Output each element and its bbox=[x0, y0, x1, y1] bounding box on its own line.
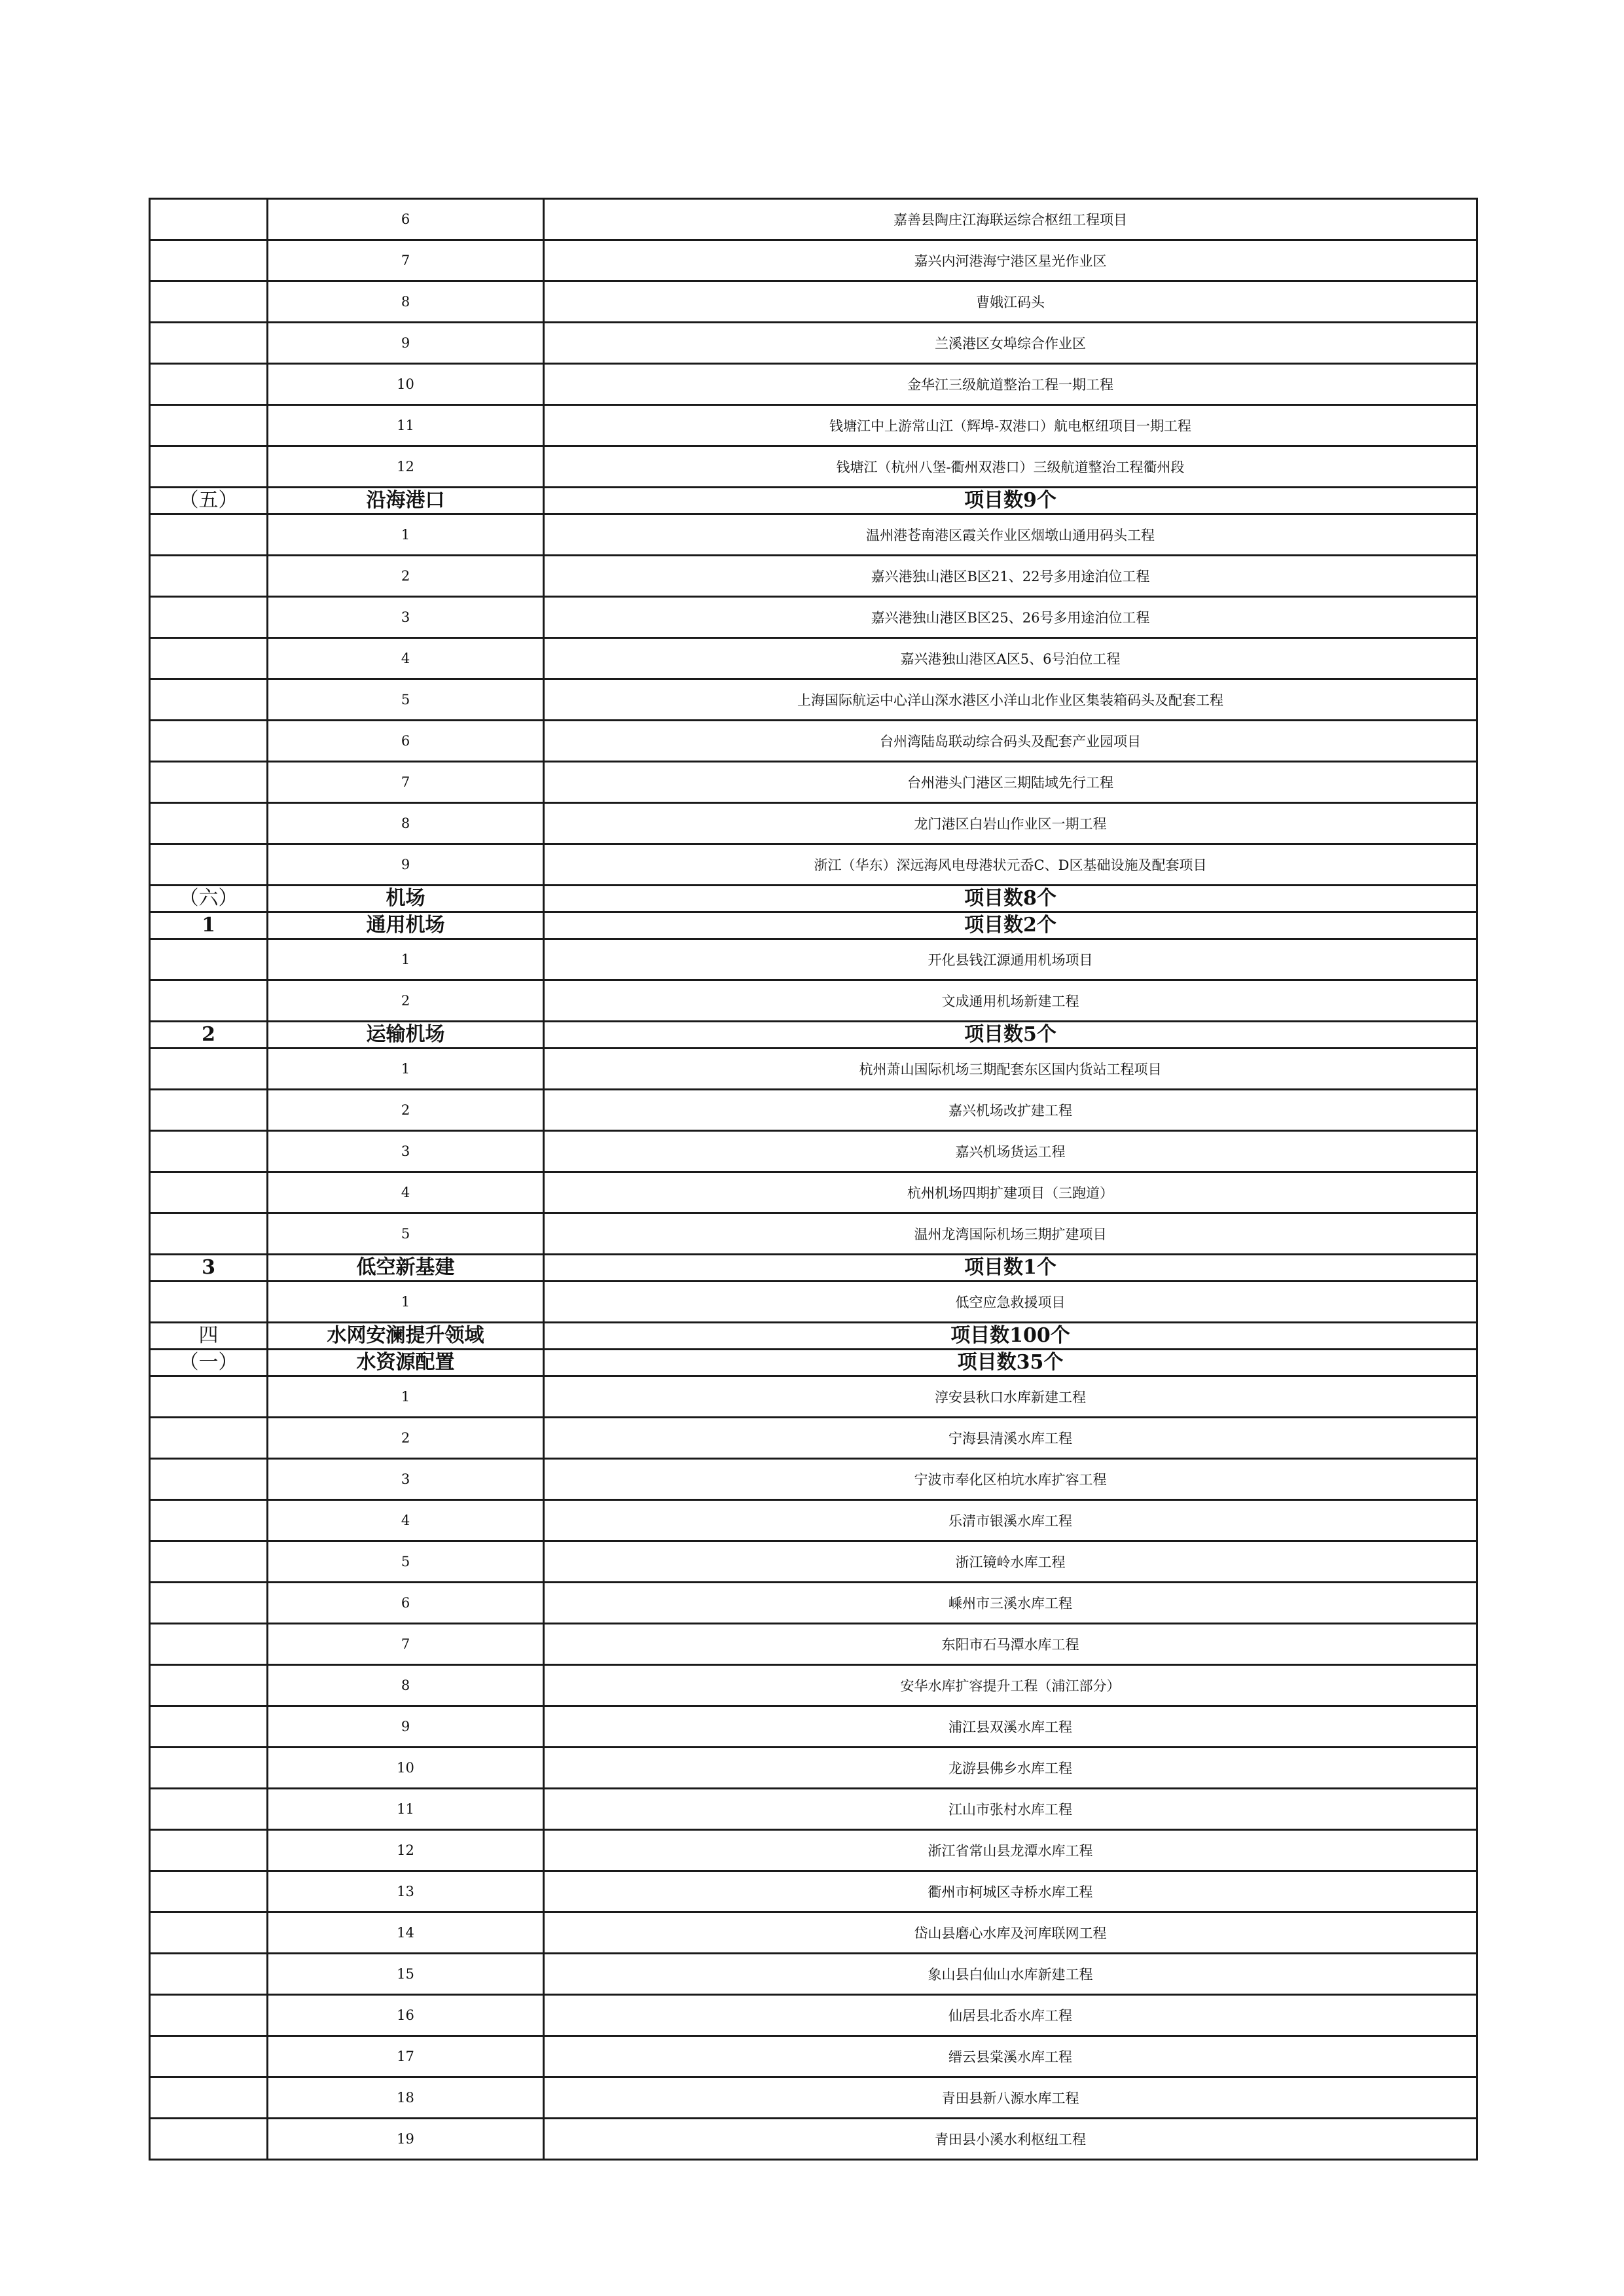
item-number: 1 bbox=[268, 1049, 544, 1090]
project-name: 象山县白仙山水库新建工程 bbox=[544, 1954, 1477, 1995]
item-number: 7 bbox=[268, 1624, 544, 1665]
project-name: 淳安县秋口水库新建工程 bbox=[544, 1376, 1477, 1418]
table-row bbox=[150, 240, 1477, 281]
item-number: 5 bbox=[268, 1213, 544, 1255]
table-row bbox=[150, 1418, 1477, 1459]
category-cell bbox=[150, 1954, 268, 1995]
category-cell bbox=[150, 446, 268, 488]
project-name: 衢州市柯城区寺桥水库工程 bbox=[544, 1871, 1477, 1912]
item-number: 11 bbox=[268, 1789, 544, 1830]
section-code: 四 bbox=[150, 1323, 268, 1350]
table-row bbox=[150, 1954, 1477, 1995]
section-code: （五） bbox=[150, 488, 268, 514]
table-row bbox=[150, 199, 1477, 240]
item-number: 3 bbox=[268, 1459, 544, 1500]
section-code: 3 bbox=[150, 1255, 268, 1282]
table-row bbox=[150, 405, 1477, 446]
item-number: 1 bbox=[268, 939, 544, 980]
category-cell bbox=[150, 1665, 268, 1706]
project-name: 岱山县磨心水库及河库联网工程 bbox=[544, 1912, 1477, 1954]
table-row bbox=[150, 1213, 1477, 1255]
project-name: 浙江镜岭水库工程 bbox=[544, 1541, 1477, 1583]
section-title: 沿海港口 bbox=[268, 488, 544, 514]
category-cell bbox=[150, 240, 268, 281]
project-name: 台州港头门港区三期陆域先行工程 bbox=[544, 762, 1477, 803]
section-title: 水网安澜提升领域 bbox=[268, 1323, 544, 1350]
table-row bbox=[150, 679, 1477, 721]
project-name: 开化县钱江源通用机场项目 bbox=[544, 939, 1477, 980]
table-row bbox=[150, 1995, 1477, 2036]
category-cell bbox=[150, 1213, 268, 1255]
table-body bbox=[150, 199, 1477, 2160]
item-number: 17 bbox=[268, 2036, 544, 2077]
category-cell bbox=[150, 2077, 268, 2119]
table-row bbox=[150, 1282, 1477, 1323]
item-number: 8 bbox=[268, 803, 544, 844]
category-cell bbox=[150, 939, 268, 980]
table-row bbox=[150, 281, 1477, 323]
project-name: 嘉兴港独山港区B区25、26号多用途泊位工程 bbox=[544, 597, 1477, 638]
category-cell bbox=[150, 1172, 268, 1213]
section-title: 低空新基建 bbox=[268, 1255, 544, 1282]
table-row bbox=[150, 1459, 1477, 1500]
project-name: 龙游县佛乡水库工程 bbox=[544, 1748, 1477, 1789]
category-cell bbox=[150, 597, 268, 638]
section-title: 运输机场 bbox=[268, 1022, 544, 1049]
project-name: 浙江（华东）深远海风电母港状元岙C、D区基础设施及配套项目 bbox=[544, 844, 1477, 886]
item-number: 2 bbox=[268, 980, 544, 1022]
table-row bbox=[150, 597, 1477, 638]
table-row bbox=[150, 1583, 1477, 1624]
table-row bbox=[150, 1090, 1477, 1131]
section-count: 项目数100个 bbox=[544, 1323, 1477, 1350]
item-number: 9 bbox=[268, 1706, 544, 1748]
project-name: 嘉兴内河港海宁港区星光作业区 bbox=[544, 240, 1477, 281]
section-count: 项目数35个 bbox=[544, 1350, 1477, 1376]
project-name: 钱塘江（杭州八堡-衢州双港口）三级航道整治工程衢州段 bbox=[544, 446, 1477, 488]
table-row bbox=[150, 939, 1477, 980]
table-row bbox=[150, 1172, 1477, 1213]
project-name: 浦江县双溪水库工程 bbox=[544, 1706, 1477, 1748]
table-row bbox=[150, 803, 1477, 844]
project-table-page bbox=[149, 198, 1476, 2161]
category-cell bbox=[150, 721, 268, 762]
category-cell bbox=[150, 1376, 268, 1418]
project-name: 缙云县棠溪水库工程 bbox=[544, 2036, 1477, 2077]
table-row bbox=[150, 1830, 1477, 1871]
category-cell bbox=[150, 364, 268, 405]
table-row bbox=[150, 980, 1477, 1022]
section-count: 项目数5个 bbox=[544, 1022, 1477, 1049]
category-cell bbox=[150, 1583, 268, 1624]
section-header-row bbox=[150, 1350, 1477, 1376]
table-row bbox=[150, 1376, 1477, 1418]
item-number: 4 bbox=[268, 638, 544, 679]
section-count: 项目数1个 bbox=[544, 1255, 1477, 1282]
item-number: 2 bbox=[268, 1418, 544, 1459]
table-row bbox=[150, 1871, 1477, 1912]
item-number: 4 bbox=[268, 1172, 544, 1213]
section-code: 1 bbox=[150, 912, 268, 939]
project-name: 宁海县清溪水库工程 bbox=[544, 1418, 1477, 1459]
table-row bbox=[150, 638, 1477, 679]
table-row bbox=[150, 1049, 1477, 1090]
category-cell bbox=[150, 1789, 268, 1830]
project-name: 龙门港区白岩山作业区一期工程 bbox=[544, 803, 1477, 844]
item-number: 4 bbox=[268, 1500, 544, 1541]
item-number: 2 bbox=[268, 556, 544, 597]
table-row bbox=[150, 762, 1477, 803]
item-number: 9 bbox=[268, 323, 544, 364]
item-number: 12 bbox=[268, 1830, 544, 1871]
category-cell bbox=[150, 1748, 268, 1789]
item-number: 15 bbox=[268, 1954, 544, 1995]
project-name: 嘉兴机场改扩建工程 bbox=[544, 1090, 1477, 1131]
project-name: 嘉兴港独山港区B区21、22号多用途泊位工程 bbox=[544, 556, 1477, 597]
item-number: 8 bbox=[268, 1665, 544, 1706]
section-count: 项目数2个 bbox=[544, 912, 1477, 939]
project-name: 金华江三级航道整治工程一期工程 bbox=[544, 364, 1477, 405]
section-header-row bbox=[150, 1323, 1477, 1350]
project-name: 浙江省常山县龙潭水库工程 bbox=[544, 1830, 1477, 1871]
item-number: 5 bbox=[268, 1541, 544, 1583]
category-cell bbox=[150, 844, 268, 886]
category-cell bbox=[150, 199, 268, 240]
item-number: 6 bbox=[268, 721, 544, 762]
table-row bbox=[150, 556, 1477, 597]
category-cell bbox=[150, 1282, 268, 1323]
table-row bbox=[150, 1624, 1477, 1665]
category-cell bbox=[150, 405, 268, 446]
item-number: 1 bbox=[268, 1282, 544, 1323]
section-title: 机场 bbox=[268, 886, 544, 912]
item-number: 3 bbox=[268, 597, 544, 638]
category-cell bbox=[150, 281, 268, 323]
project-name: 兰溪港区女埠综合作业区 bbox=[544, 323, 1477, 364]
category-cell bbox=[150, 980, 268, 1022]
table-row bbox=[150, 1912, 1477, 1954]
category-cell bbox=[150, 2036, 268, 2077]
category-cell bbox=[150, 1090, 268, 1131]
project-name: 宁波市奉化区柏坑水库扩容工程 bbox=[544, 1459, 1477, 1500]
category-cell bbox=[150, 556, 268, 597]
item-number: 1 bbox=[268, 1376, 544, 1418]
category-cell bbox=[150, 803, 268, 844]
project-name: 乐清市银溪水库工程 bbox=[544, 1500, 1477, 1541]
item-number: 14 bbox=[268, 1912, 544, 1954]
item-number: 1 bbox=[268, 514, 544, 556]
table-row bbox=[150, 514, 1477, 556]
item-number: 3 bbox=[268, 1131, 544, 1172]
section-title: 水资源配置 bbox=[268, 1350, 544, 1376]
section-code: （一） bbox=[150, 1350, 268, 1376]
project-name: 嘉善县陶庄江海联运综合枢纽工程项目 bbox=[544, 199, 1477, 240]
project-name: 青田县新八源水库工程 bbox=[544, 2077, 1477, 2119]
project-name: 杭州机场四期扩建项目（三跑道） bbox=[544, 1172, 1477, 1213]
category-cell bbox=[150, 1500, 268, 1541]
category-cell bbox=[150, 1131, 268, 1172]
category-cell bbox=[150, 1624, 268, 1665]
section-title: 通用机场 bbox=[268, 912, 544, 939]
project-name: 低空应急救援项目 bbox=[544, 1282, 1477, 1323]
table-row bbox=[150, 2036, 1477, 2077]
category-cell bbox=[150, 1912, 268, 1954]
item-number: 7 bbox=[268, 762, 544, 803]
project-name: 安华水库扩容提升工程（浦江部分） bbox=[544, 1665, 1477, 1706]
project-name: 上海国际航运中心洋山深水港区小洋山北作业区集装箱码头及配套工程 bbox=[544, 679, 1477, 721]
section-header-row bbox=[150, 1022, 1477, 1049]
section-code: 2 bbox=[150, 1022, 268, 1049]
item-number: 6 bbox=[268, 1583, 544, 1624]
table-row bbox=[150, 2119, 1477, 2160]
category-cell bbox=[150, 638, 268, 679]
project-name: 温州港苍南港区霞关作业区烟墩山通用码头工程 bbox=[544, 514, 1477, 556]
project-name: 嘉兴机场货运工程 bbox=[544, 1131, 1477, 1172]
project-name: 温州龙湾国际机场三期扩建项目 bbox=[544, 1213, 1477, 1255]
project-name: 曹娥江码头 bbox=[544, 281, 1477, 323]
project-name: 江山市张村水库工程 bbox=[544, 1789, 1477, 1830]
section-count: 项目数8个 bbox=[544, 886, 1477, 912]
project-name: 钱塘江中上游常山江（辉埠-双港口）航电枢纽项目一期工程 bbox=[544, 405, 1477, 446]
table-row bbox=[150, 1131, 1477, 1172]
project-name: 仙居县北岙水库工程 bbox=[544, 1995, 1477, 2036]
item-number: 11 bbox=[268, 405, 544, 446]
table-row bbox=[150, 2077, 1477, 2119]
project-name: 嵊州市三溪水库工程 bbox=[544, 1583, 1477, 1624]
table-row bbox=[150, 364, 1477, 405]
table-row bbox=[150, 1541, 1477, 1583]
table-row bbox=[150, 1748, 1477, 1789]
section-header-row bbox=[150, 488, 1477, 514]
item-number: 10 bbox=[268, 364, 544, 405]
project-name: 文成通用机场新建工程 bbox=[544, 980, 1477, 1022]
project-name: 杭州萧山国际机场三期配套东区国内货站工程项目 bbox=[544, 1049, 1477, 1090]
item-number: 8 bbox=[268, 281, 544, 323]
table-row bbox=[150, 721, 1477, 762]
project-table bbox=[149, 198, 1478, 2161]
item-number: 10 bbox=[268, 1748, 544, 1789]
section-header-row bbox=[150, 1255, 1477, 1282]
category-cell bbox=[150, 2119, 268, 2160]
item-number: 5 bbox=[268, 679, 544, 721]
table-row bbox=[150, 1500, 1477, 1541]
category-cell bbox=[150, 762, 268, 803]
category-cell bbox=[150, 679, 268, 721]
category-cell bbox=[150, 1706, 268, 1748]
table-row bbox=[150, 844, 1477, 886]
category-cell bbox=[150, 514, 268, 556]
item-number: 9 bbox=[268, 844, 544, 886]
item-number: 19 bbox=[268, 2119, 544, 2160]
section-header-row bbox=[150, 912, 1477, 939]
category-cell bbox=[150, 1871, 268, 1912]
item-number: 16 bbox=[268, 1995, 544, 2036]
category-cell bbox=[150, 1995, 268, 2036]
item-number: 7 bbox=[268, 240, 544, 281]
category-cell bbox=[150, 1541, 268, 1583]
item-number: 18 bbox=[268, 2077, 544, 2119]
category-cell bbox=[150, 1049, 268, 1090]
category-cell bbox=[150, 323, 268, 364]
table-row bbox=[150, 1789, 1477, 1830]
item-number: 6 bbox=[268, 199, 544, 240]
category-cell bbox=[150, 1418, 268, 1459]
category-cell bbox=[150, 1830, 268, 1871]
section-count: 项目数9个 bbox=[544, 488, 1477, 514]
project-name: 台州湾陆岛联动综合码头及配套产业园项目 bbox=[544, 721, 1477, 762]
table-row bbox=[150, 1706, 1477, 1748]
section-header-row bbox=[150, 886, 1477, 912]
project-name: 青田县小溪水利枢纽工程 bbox=[544, 2119, 1477, 2160]
project-name: 东阳市石马潭水库工程 bbox=[544, 1624, 1477, 1665]
item-number: 13 bbox=[268, 1871, 544, 1912]
table-row bbox=[150, 323, 1477, 364]
item-number: 2 bbox=[268, 1090, 544, 1131]
section-code: （六） bbox=[150, 886, 268, 912]
project-name: 嘉兴港独山港区A区5、6号泊位工程 bbox=[544, 638, 1477, 679]
table-row bbox=[150, 446, 1477, 488]
table-row bbox=[150, 1665, 1477, 1706]
item-number: 12 bbox=[268, 446, 544, 488]
category-cell bbox=[150, 1459, 268, 1500]
